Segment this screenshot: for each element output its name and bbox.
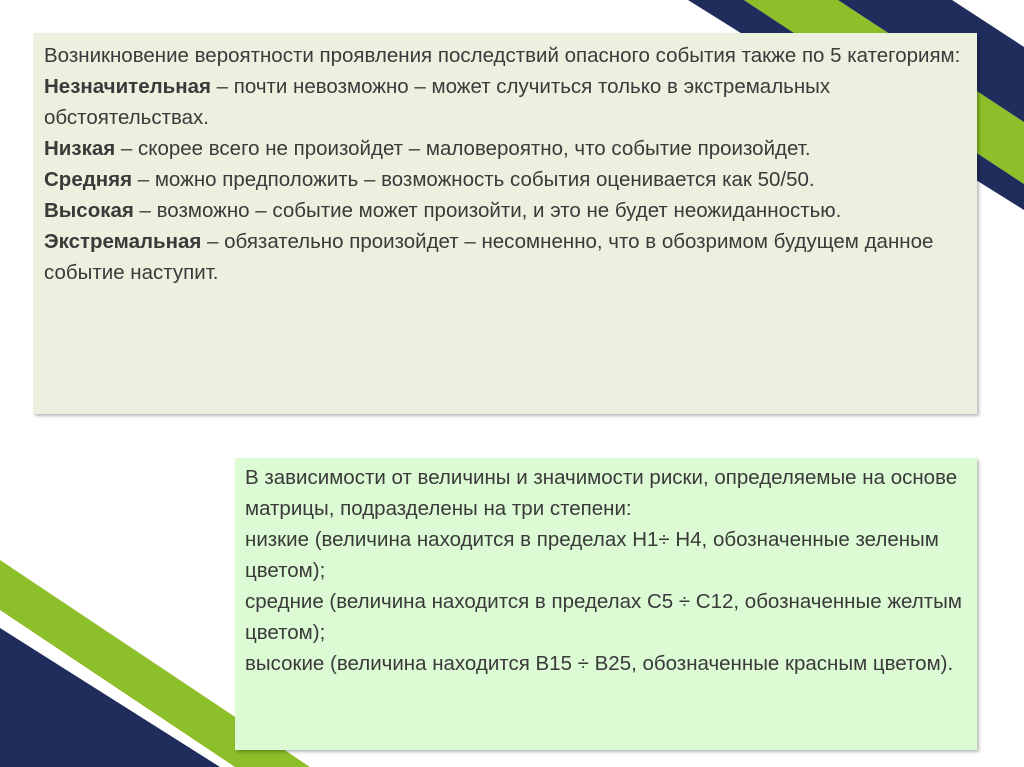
category-term: Средняя xyxy=(44,168,133,191)
risk-levels-panel xyxy=(235,458,977,750)
category-item xyxy=(44,164,967,195)
category-item xyxy=(44,195,967,226)
probability-intro: Возникновение вероятности проявления последствий опасного события также по 5 категориям: xyxy=(44,44,961,67)
probability-categories-panel xyxy=(33,33,977,414)
category-item xyxy=(44,71,967,133)
category-term: Незначительная xyxy=(44,75,211,98)
risk-intro: В зависимости от величины и значимости риски, определяемые на основе матрицы, подразделены на три степени: xyxy=(245,466,958,520)
category-desc: – возможно – событие может произойти, и это не будет неожиданностью. xyxy=(133,199,842,222)
category-item xyxy=(44,133,967,164)
category-term: Экстремальная xyxy=(44,230,202,253)
category-term: Низкая xyxy=(44,137,116,160)
risk-level-item: низкие (величина находится в пределах Н1÷ Н4, обозначенные зеленым цветом); xyxy=(245,528,939,582)
category-term: Высокая xyxy=(44,199,134,222)
category-item xyxy=(44,226,967,288)
category-desc: – обязательно произойдет – несомненно, что в обозримом будущем данное событие наступит. xyxy=(44,230,934,284)
risk-level-item: высокие (величина находится В15 ÷ В25, обозначенные красным цветом). xyxy=(245,652,954,675)
risk-level-item: средние (величина находится в пределах С5 ÷ С12, обозначенные желтым цветом); xyxy=(245,590,962,644)
category-desc: – скорее всего не произойдет – маловероятно, что событие произойдет. xyxy=(115,137,811,160)
category-desc: – можно предположить – возможность события оценивается как 50/50. xyxy=(132,168,815,191)
category-desc: – почти невозможно – может случиться только в экстремальных обстоятельствах. xyxy=(44,75,831,129)
